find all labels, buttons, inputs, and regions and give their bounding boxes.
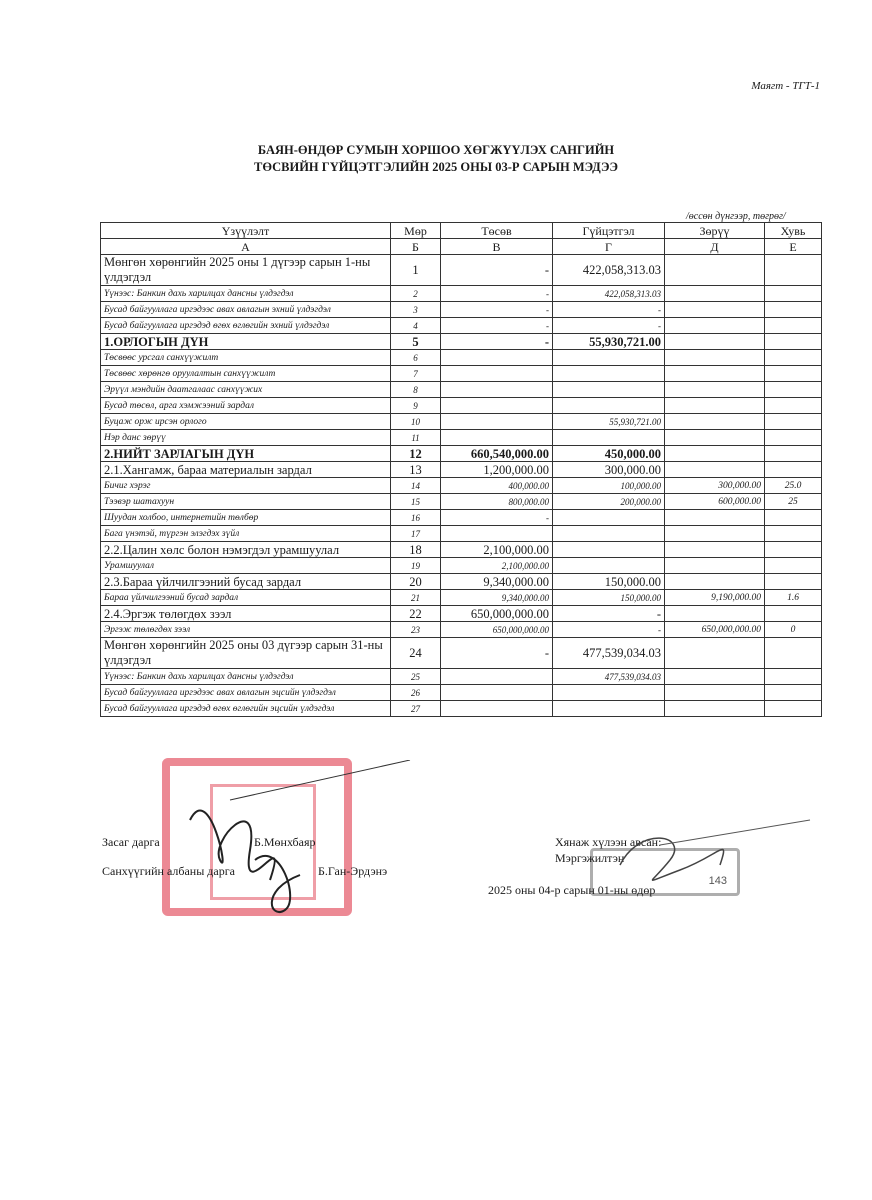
row-label: Бусад байгууллага иргэдээс авах авлагын эхний үлдэгдэл (101, 302, 391, 318)
percent-cell (765, 701, 822, 717)
percent-cell (765, 334, 822, 350)
difference-cell: 650,000,000.00 (665, 622, 765, 638)
title-line-1: БАЯН-ӨНДӨР СУМЫН ХОРШОО ХӨГЖҮҮЛЭХ САНГИЙН (257, 143, 615, 157)
form-code: Маягт - ТГТ-1 (751, 80, 820, 92)
table-row (101, 526, 822, 542)
actual-cell: 55,930,721.00 (553, 334, 665, 350)
table-row (101, 542, 822, 558)
budget-cell: - (441, 255, 553, 286)
finance-title: Санхүүгийн албаны дарга (102, 864, 235, 878)
difference-cell (665, 701, 765, 717)
percent-cell: 0 (765, 622, 822, 638)
row-number: 15 (391, 494, 441, 510)
row-label: Эрүүл мэндийн даатгалаас санхүүжих (101, 382, 391, 398)
budget-cell (441, 430, 553, 446)
actual-cell: 422,058,313.03 (553, 255, 665, 286)
header-cell: Гүйцэтгэл (553, 223, 665, 239)
row-number: 17 (391, 526, 441, 542)
difference-cell (665, 606, 765, 622)
percent-cell (765, 558, 822, 574)
row-label: Буцаж орж ирсэн орлого (101, 414, 391, 430)
row-label: Үүнээс: Банкин дахь харилцах дансны үлдэгдэл (101, 669, 391, 685)
table-row (101, 606, 822, 622)
governor-name: Б.Мөнхбаяр (254, 835, 316, 849)
percent-cell (765, 574, 822, 590)
percent-cell (765, 398, 822, 414)
percent-cell: 1.6 (765, 590, 822, 606)
difference-cell (665, 669, 765, 685)
actual-cell: 477,539,034.03 (553, 638, 665, 669)
budget-report-table (100, 222, 822, 717)
row-label: Бусад байгууллага иргэдэд өгөх өглөгийн эхний үлдэгдэл (101, 318, 391, 334)
row-label: 1.ОРЛОГЫН ДҮН (101, 334, 391, 350)
table-row (101, 638, 822, 669)
header-cell: Зөрүү (665, 223, 765, 239)
row-number: 8 (391, 382, 441, 398)
header-cell: Үзүүлэлт (101, 223, 391, 239)
header-cell: Хувь (765, 223, 822, 239)
specialist-label: Мэргэжилтэн (555, 851, 625, 865)
actual-cell (553, 542, 665, 558)
budget-cell (441, 701, 553, 717)
row-label: 2.2.Цалин хөлс болон нэмэгдэл урамшуулал (101, 542, 391, 558)
difference-cell (665, 382, 765, 398)
actual-cell (553, 430, 665, 446)
stamp-number: 143 (708, 875, 727, 887)
header-letter-cell: Г (553, 239, 665, 255)
percent-cell: 25 (765, 494, 822, 510)
actual-cell (553, 350, 665, 366)
percent-cell (765, 318, 822, 334)
row-label: 2.4.Эргэж төлөгдөх зээл (101, 606, 391, 622)
actual-cell: 55,930,721.00 (553, 414, 665, 430)
row-number: 22 (391, 606, 441, 622)
table-row (101, 669, 822, 685)
actual-cell (553, 382, 665, 398)
budget-cell: 660,540,000.00 (441, 446, 553, 462)
actual-cell: 300,000.00 (553, 462, 665, 478)
table-row (101, 286, 822, 302)
title-line-2: ТӨСВИЙН ГҮЙЦЭТГЭЛИЙН 2025 ОНЫ 03-Р САРЫН МЭДЭЭ (254, 160, 618, 174)
table-row (101, 398, 822, 414)
signature-date: 2025 оны 04-р сарын 01-ны өдөр (488, 883, 656, 897)
table-row (101, 510, 822, 526)
table-row (101, 430, 822, 446)
difference-cell (665, 350, 765, 366)
percent-cell (765, 255, 822, 286)
percent-cell (765, 606, 822, 622)
unit-note: /өссөн дүнгээр, төгрөг/ (686, 211, 786, 222)
row-number: 10 (391, 414, 441, 430)
budget-cell: - (441, 334, 553, 350)
row-label: Үүнээс: Банкин дахь харилцах дансны үлдэгдэл (101, 286, 391, 302)
header-letter-cell: Д (665, 239, 765, 255)
governor-title: Засаг дарга (102, 835, 160, 849)
row-label: Шуудан холбоо, интернетийн төлбөр (101, 510, 391, 526)
actual-cell: - (553, 622, 665, 638)
budget-cell: 400,000.00 (441, 478, 553, 494)
budget-cell: - (441, 638, 553, 669)
row-label: Урамшуулал (101, 558, 391, 574)
percent-cell (765, 542, 822, 558)
reviewed-label: Хянаж хүлээн авсан: (555, 835, 662, 849)
table-row (101, 574, 822, 590)
percent-cell (765, 638, 822, 669)
row-label: Мөнгөн хөрөнгийн 2025 оны 03 дүгээр сарын 31-ны үлдэгдэл (101, 638, 391, 669)
table-row (101, 494, 822, 510)
actual-cell: 150,000.00 (553, 590, 665, 606)
actual-cell: - (553, 318, 665, 334)
budget-cell (441, 685, 553, 701)
difference-cell (665, 558, 765, 574)
table-row (101, 446, 822, 462)
row-number: 24 (391, 638, 441, 669)
row-number: 27 (391, 701, 441, 717)
budget-cell: - (441, 286, 553, 302)
row-number: 12 (391, 446, 441, 462)
budget-cell: 9,340,000.00 (441, 574, 553, 590)
table-row (101, 350, 822, 366)
budget-cell (441, 382, 553, 398)
row-number: 23 (391, 622, 441, 638)
budget-cell (441, 526, 553, 542)
table-row (101, 558, 822, 574)
budget-cell (441, 366, 553, 382)
header-row (101, 223, 822, 239)
budget-cell: 2,100,000.00 (441, 558, 553, 574)
row-number: 19 (391, 558, 441, 574)
budget-cell: 1,200,000.00 (441, 462, 553, 478)
row-number: 16 (391, 510, 441, 526)
budget-cell: - (441, 302, 553, 318)
row-number: 25 (391, 669, 441, 685)
percent-cell (765, 286, 822, 302)
percent-cell (765, 366, 822, 382)
percent-cell (765, 350, 822, 366)
difference-cell: 300,000.00 (665, 478, 765, 494)
document-title (0, 142, 872, 176)
percent-cell (765, 510, 822, 526)
finance-name: Б.Ган-Эрдэнэ (318, 864, 388, 878)
percent-cell (765, 430, 822, 446)
row-label: Эргэж төлөгдөх зээл (101, 622, 391, 638)
budget-cell: 800,000.00 (441, 494, 553, 510)
actual-cell: 100,000.00 (553, 478, 665, 494)
percent-cell (765, 669, 822, 685)
budget-cell: 2,100,000.00 (441, 542, 553, 558)
header-letter-row (101, 239, 822, 255)
row-number: 20 (391, 574, 441, 590)
difference-cell (665, 542, 765, 558)
percent-cell (765, 685, 822, 701)
difference-cell (665, 446, 765, 462)
header-letter-cell: Б (391, 239, 441, 255)
difference-cell (665, 255, 765, 286)
table-row (101, 382, 822, 398)
table-row (101, 590, 822, 606)
budget-cell (441, 669, 553, 685)
table-row (101, 622, 822, 638)
budget-cell (441, 414, 553, 430)
row-label: Мөнгөн хөрөнгийн 2025 оны 1 дүгээр сарын 1-ны үлдэгдэл (101, 255, 391, 286)
actual-cell: - (553, 606, 665, 622)
actual-cell (553, 701, 665, 717)
actual-cell: 150,000.00 (553, 574, 665, 590)
row-number: 21 (391, 590, 441, 606)
actual-cell: - (553, 302, 665, 318)
actual-cell: 200,000.00 (553, 494, 665, 510)
table-row (101, 334, 822, 350)
percent-cell (765, 462, 822, 478)
table-row (101, 478, 822, 494)
difference-cell (665, 398, 765, 414)
header-cell: Мөр (391, 223, 441, 239)
row-number: 13 (391, 462, 441, 478)
table-row (101, 701, 822, 717)
row-label: Бусад байгууллага иргэдээс авах авлагын эцсийн үлдэгдэл (101, 685, 391, 701)
row-number: 2 (391, 286, 441, 302)
percent-cell (765, 446, 822, 462)
difference-cell (665, 510, 765, 526)
difference-cell (665, 462, 765, 478)
difference-cell (665, 286, 765, 302)
row-label: Бусад байгууллага иргэдэд өгөх өглөгийн эцсийн үлдэгдэл (101, 701, 391, 717)
header-cell: Төсөв (441, 223, 553, 239)
budget-cell: - (441, 318, 553, 334)
actual-cell (553, 558, 665, 574)
actual-cell: 477,539,034.03 (553, 669, 665, 685)
percent-cell (765, 382, 822, 398)
actual-cell (553, 398, 665, 414)
budget-cell (441, 350, 553, 366)
row-label: Бага үнэтэй, түргэн элэгдэх зүйл (101, 526, 391, 542)
header-letter-cell: В (441, 239, 553, 255)
difference-cell (665, 574, 765, 590)
difference-cell (665, 526, 765, 542)
percent-cell (765, 526, 822, 542)
actual-cell (553, 526, 665, 542)
difference-cell (665, 638, 765, 669)
row-label: Нэр данс зөрүү (101, 430, 391, 446)
percent-cell (765, 414, 822, 430)
row-number: 9 (391, 398, 441, 414)
table-row (101, 414, 822, 430)
budget-cell: - (441, 510, 553, 526)
row-label: 2.НИЙТ ЗАРЛАГЫН ДҮН (101, 446, 391, 462)
row-label: Бичиг хэрэг (101, 478, 391, 494)
difference-cell (665, 318, 765, 334)
budget-cell: 650,000,000.00 (441, 622, 553, 638)
row-label: Төсвөөс хөрөнгө оруулалтын санхүүжилт (101, 366, 391, 382)
table-row (101, 366, 822, 382)
row-number: 11 (391, 430, 441, 446)
row-number: 26 (391, 685, 441, 701)
actual-cell (553, 510, 665, 526)
difference-cell (665, 685, 765, 701)
row-number: 7 (391, 366, 441, 382)
percent-cell: 25.0 (765, 478, 822, 494)
difference-cell: 9,190,000.00 (665, 590, 765, 606)
row-number: 6 (391, 350, 441, 366)
row-label: Бараа үйлчилгээний бусад зардал (101, 590, 391, 606)
actual-cell: 422,058,313.03 (553, 286, 665, 302)
difference-cell (665, 334, 765, 350)
table-row (101, 685, 822, 701)
percent-cell (765, 302, 822, 318)
row-label: 2.3.Бараа үйлчилгээний бусад зардал (101, 574, 391, 590)
actual-cell: 450,000.00 (553, 446, 665, 462)
row-label: Бусад төсөл, арга хэмжээний зардал (101, 398, 391, 414)
row-number: 18 (391, 542, 441, 558)
row-label: 2.1.Хангамж, бараа материалын зардал (101, 462, 391, 478)
budget-cell (441, 398, 553, 414)
budget-cell: 9,340,000.00 (441, 590, 553, 606)
row-number: 1 (391, 255, 441, 286)
actual-cell (553, 366, 665, 382)
table-row (101, 462, 822, 478)
header-letter-cell: А (101, 239, 391, 255)
budget-cell: 650,000,000.00 (441, 606, 553, 622)
table-row (101, 302, 822, 318)
difference-cell (665, 414, 765, 430)
row-number: 14 (391, 478, 441, 494)
difference-cell (665, 430, 765, 446)
row-number: 4 (391, 318, 441, 334)
actual-cell (553, 685, 665, 701)
header-letter-cell: Е (765, 239, 822, 255)
table-row (101, 318, 822, 334)
difference-cell (665, 302, 765, 318)
row-label: Төсвөөс урсгал санхүүжилт (101, 350, 391, 366)
difference-cell: 600,000.00 (665, 494, 765, 510)
table-row (101, 255, 822, 286)
difference-cell (665, 366, 765, 382)
row-number: 5 (391, 334, 441, 350)
row-number: 3 (391, 302, 441, 318)
row-label: Тээвэр шатахуун (101, 494, 391, 510)
